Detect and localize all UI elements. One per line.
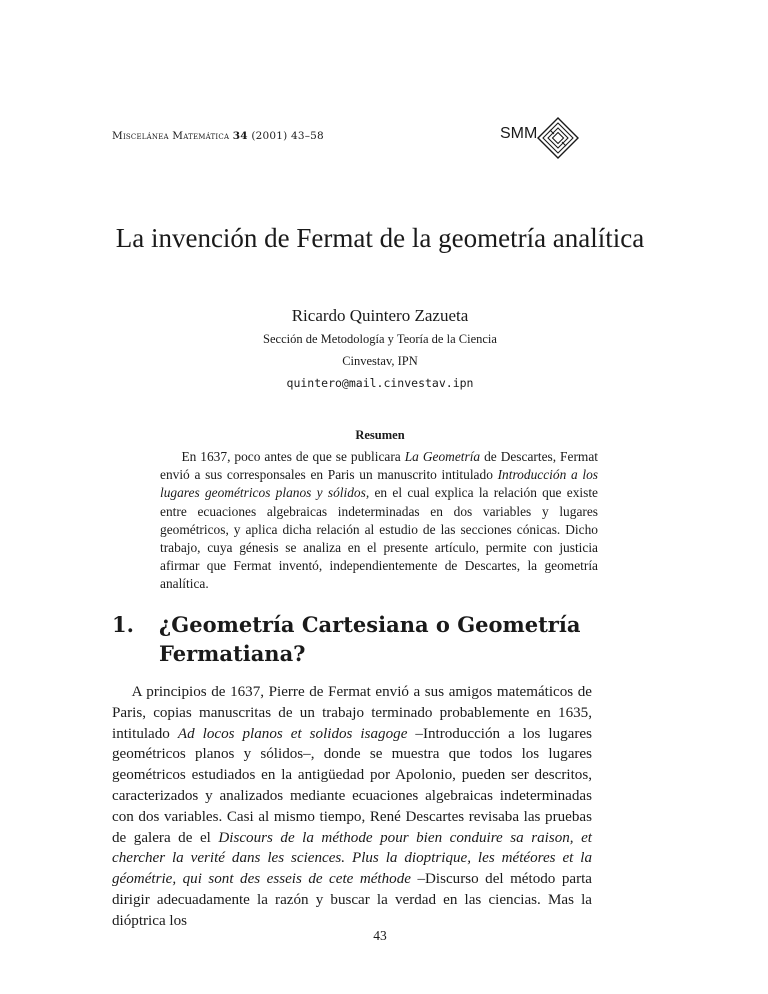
affiliation-institution: Cinvestav, IPN xyxy=(342,354,418,368)
body-paragraph xyxy=(112,682,592,932)
abstract-text-part: En 1637, poco antes de que se publicara xyxy=(181,449,405,464)
page-number: 43 xyxy=(373,928,387,943)
journal-pages: (2001) 43–58 xyxy=(251,130,324,142)
section-title: ¿Geometría Cartesiana o Geometría Fermatiana? xyxy=(159,612,581,666)
author-name: Ricardo Quintero Zazueta xyxy=(291,306,469,325)
body-text-part: –Introducción a los lugares geométricos planos y sólidos–, donde se muestra que todos los lugares geométricos estudiados en la antigüedad por Apolonio, pueden ser descritos, caracterizados y analizados mediante ecuaciones algebraicas indeterminadas con dos variables. Casi al mismo tiempo, René Descartes revisaba las pruebas de galera de el xyxy=(112,725,592,846)
body-italic-title: Discours de la méthode pour bien conduire sa raison, et chercher la verité dans les sciences. Plus la dioptrique, les météores et la géométrie, qui sont des esseis de cete méthode xyxy=(112,829,592,888)
abstract-text xyxy=(160,448,598,594)
abstract-italic-title: Introducción a los lugares geométricos planos y sólidos, xyxy=(160,467,598,501)
affiliation-department: Sección de Metodología y Teoría de la Ciencia xyxy=(263,332,497,346)
body-text-part: –Discurso del método parta dirigir adecuadamente la razón y buscar la verdad en las ciencias. Mas la dióptrica los xyxy=(112,871,592,929)
paper-title: La invención de Fermat de la geometría analítica xyxy=(115,223,645,253)
abstract-italic-title: La Geometría xyxy=(404,449,481,464)
section-number: 1. xyxy=(112,612,134,637)
abstract-text-part: de Descartes, Fermat envió a sus corresponsales en Paris un manuscrito intitulado xyxy=(160,449,598,483)
abstract-text-part: en el cual explica la relación que existe entre ecuaciones algebraicas indeterminadas en dos variables y lugares geométricos, y aplica dicha relación al estudio de las secciones cónicas. Dicho trabajo, cuya génesis se analiza en el presente artículo, permite con justicia afirmar que Fermat inventó, independientemente de Descartes, la geometría analítica. xyxy=(160,485,599,592)
journal-name: Miscelánea Matemática xyxy=(112,130,230,142)
body-text-part: A principios de 1637, Pierre de Fermat envió a sus amigos matemáticos de Paris, copias manuscritas de un trabajo terminado probablemente en 1635, intitulado xyxy=(112,684,592,742)
abstract-heading: Resumen xyxy=(355,428,405,442)
journal-volume: 34 xyxy=(232,130,248,142)
author-email: quintero@mail.cinvestav.ipn xyxy=(286,376,474,390)
smm-logo-icon xyxy=(536,116,580,160)
author-affiliation xyxy=(100,328,660,394)
publisher-name: SMM xyxy=(500,125,538,142)
body-italic-title: Ad locos planos et solidos isagoge xyxy=(177,725,408,742)
journal-citation xyxy=(112,130,324,142)
running-header xyxy=(112,118,582,158)
